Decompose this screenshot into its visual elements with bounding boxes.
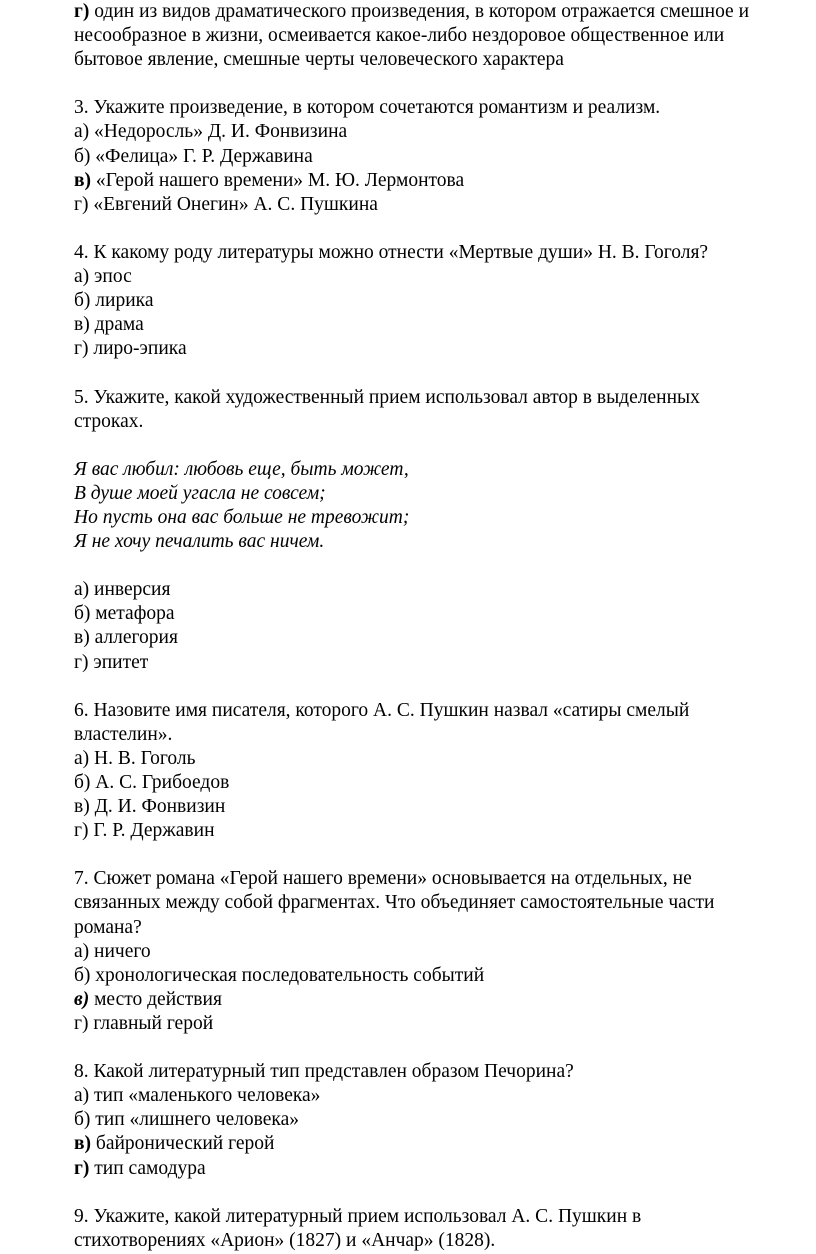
text-line [74,699,802,723]
text-line [74,1108,802,1132]
line-text: 7. Сюжет романа «Герой нашего времени» основывается на отдельных, не [74,868,692,890]
text-line [74,193,802,217]
blank-line [74,1036,802,1060]
blank-line [74,434,802,458]
text-line [74,1157,802,1181]
answer-marker: в) [74,988,90,1010]
line-text: 8. Какой литературный тип представлен образом Печорина? [74,1061,574,1083]
line-text: г) эпитет [74,651,149,673]
line-text: стихотворениях «Арион» (1827) и «Анчар» (1828). [74,1229,496,1251]
line-text: строках. [74,410,144,432]
text-line [74,24,802,48]
text-line [74,386,802,410]
text-line [74,1229,802,1253]
text-line [74,723,802,747]
text-line [74,1084,802,1108]
text-line [74,1132,802,1156]
line-text: Я не хочу печалить вас ничем. [74,531,325,553]
text-line [74,940,802,964]
line-text: б) «Фелица» Г. Р. Державина [74,145,313,167]
line-text: а) ничего [74,940,151,962]
line-text: 5. Укажите, какой художественный прием использовал автор в выделенных [74,386,700,408]
text-line [74,988,802,1012]
line-text: г) Г. Р. Державин [74,820,215,842]
text-line [74,0,802,24]
poem-line [74,458,802,482]
text-line [74,602,802,626]
line-text: «Герой нашего времени» М. Ю. Лермонтова [91,169,465,191]
line-text: романа? [74,916,142,938]
text-line [74,145,802,169]
line-text: один из видов драматического произведения, в котором отражается смешное и [89,1,750,22]
text-line [74,651,802,675]
line-text: 6. Назовите имя писателя, которого А. С. Пушкин назвал «сатиры смелый [74,699,690,721]
line-text: властелин». [74,723,173,745]
line-text: б) тип «лишнего человека» [74,1109,299,1131]
answer-marker: г) [74,1157,90,1179]
text-line [74,169,802,193]
text-line [74,265,802,289]
blank-line [74,217,802,241]
text-line [74,747,802,771]
line-text: Но пусть она вас больше не тревожит; [74,506,410,528]
line-text: б) метафора [74,603,175,625]
poem-line [74,506,802,530]
line-text: несообразное в жизни, осмеивается какое-либо нездоровое общественное или [74,25,725,47]
line-text: Я вас любил: любовь еще, быть может, [74,458,409,480]
line-text: 4. К какому роду литературы можно отнести «Мертвые души» Н. В. Гоголя? [74,241,709,263]
answer-marker: в) [74,169,92,191]
blank-line [74,361,802,385]
text-line [74,626,802,650]
line-text: В душе моей угасла не совсем; [74,482,326,504]
line-text: 3. Укажите произведение, в котором сочетаются романтизм и реализм. [74,97,661,119]
line-text: место действия [89,988,222,1010]
text-line [74,410,802,434]
line-text: в) драма [74,314,144,336]
line-text: в) аллегория [74,627,178,649]
line-text: а) инверсия [74,579,171,601]
line-text: бытовое явление, смешные черты человеческого характера [74,49,564,71]
line-text: б) А. С. Грибоедов [74,772,230,793]
line-text: 9. Укажите, какой литературный прием использовал А. С. Пушкин в [74,1205,642,1227]
text-line [74,96,802,120]
text-line [74,771,802,795]
text-line [74,578,802,602]
line-text: связанных между собой фрагментах. Что объединяет самостоятельные части [74,892,715,914]
line-text: г) лиро-эпика [74,338,187,360]
blank-line [74,675,802,699]
text-line [74,916,802,940]
blank-line [74,554,802,578]
text-line [74,313,802,337]
line-text: а) тип «маленького человека» [74,1085,321,1107]
line-text: а) «Недоросль» Д. И. Фонвизина [74,121,348,143]
blank-line [74,72,802,96]
line-text: г) «Евгений Онегин» А. С. Пушкина [74,193,378,215]
text-line [74,120,802,144]
text-line [74,867,802,891]
text-line [74,1205,802,1229]
blank-line [74,843,802,867]
line-text: а) Н. В. Гоголь [74,747,196,769]
text-line [74,795,802,819]
text-line [74,337,802,361]
blank-line [74,1181,802,1205]
text-line [74,241,802,265]
text-line [74,891,802,915]
poem-line [74,482,802,506]
answer-marker: г) [74,1,90,22]
line-text: б) лирика [74,290,154,312]
line-text: байронический герой [91,1133,275,1155]
poem-line [74,530,802,554]
text-line [74,1060,802,1084]
text-line [74,48,802,72]
line-text: а) эпос [74,266,132,288]
text-line [74,819,802,843]
text-line [74,289,802,313]
line-text: б) хронологическая последовательность событий [74,964,485,986]
line-text: в) Д. И. Фонвизин [74,796,226,818]
text-line [74,964,802,988]
answer-marker: в) [74,1133,92,1155]
text-line [74,1012,802,1036]
line-text: г) главный герой [74,1012,214,1034]
line-text: тип самодура [89,1157,206,1179]
